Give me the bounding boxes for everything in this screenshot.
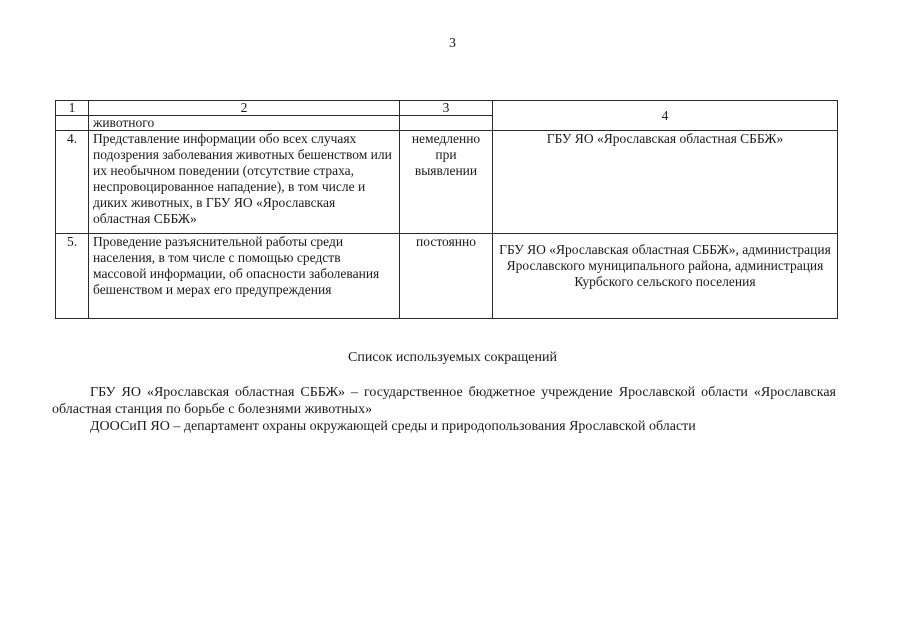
header-col-1: 1 [56, 101, 89, 116]
header-col-3: 3 [400, 101, 493, 116]
cell-row-number: 4. [56, 131, 89, 234]
table-row [56, 131, 838, 234]
cell-timing: немедленно при выявлении [400, 131, 493, 234]
abbreviations-title: Список используемых сокращений [348, 350, 557, 365]
cell-row-number: 5. [56, 234, 89, 319]
cell-measure: Проведение разъяснительной работы среди населения, в том числе с помощью средств массовой информации, об опасности заболевания бешенством и мерах его предупреждения [89, 234, 400, 319]
cell-measure: Представление информации обо всех случаях подозрения заболевания животных бешенством или их необычном поведении (отсутствие страха, неспровоцированное нападение), в том числе и диких животных, в ГБУ ЯО «Ярославская областная СББЖ» [89, 131, 400, 234]
table-row [56, 234, 838, 319]
header-col-4: 4 [493, 101, 838, 131]
cell-responsible: ГБУ ЯО «Ярославская областная СББЖ», администрация Ярославского муниципального района, администрация Курбского сельского поселения [493, 234, 838, 319]
cell-timing: постоянно [400, 234, 493, 319]
cell-empty [56, 116, 89, 131]
table-header-row [56, 101, 838, 116]
measures-table [55, 100, 838, 319]
cell-responsible: ГБУ ЯО «Ярославская областная СББЖ» [493, 131, 838, 234]
page-number: 3 [449, 36, 456, 51]
header-col-2: 2 [89, 101, 400, 116]
cell-continuation-text: животного [89, 116, 400, 131]
abbreviation-item: ДООСиП ЯО – департамент охраны окружающей среды и природопользования Ярославской области [90, 419, 696, 434]
abbreviation-item: ГБУ ЯО «Ярославская областная СББЖ» – государственное бюджетное учреждение Ярославской области «Ярославская областная станция по борьбе с болезнями животных» [52, 385, 836, 417]
abbreviations-list [52, 384, 836, 435]
cell-empty [400, 116, 493, 131]
